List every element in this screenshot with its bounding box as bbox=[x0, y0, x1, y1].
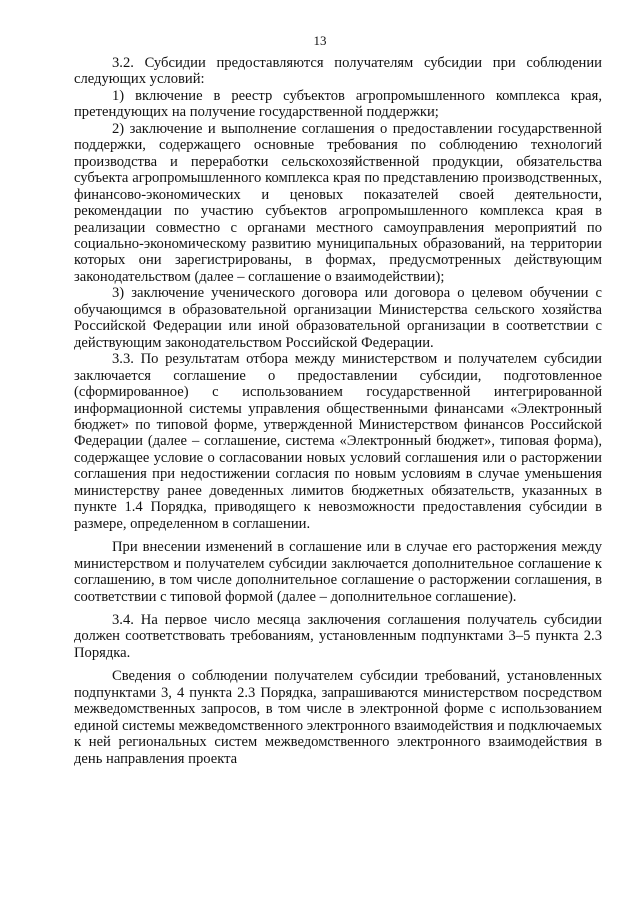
paragraph-3-2: 3.2. Субсидии предоставляются получателям субсидии при соблюдении следующих условий: bbox=[74, 55, 602, 88]
page-number: 13 bbox=[313, 33, 327, 48]
paragraph-3-4: 3.4. На первое число месяца заключения соглашения получатель субсидии должен соответствовать требованиям, установленным подпунктами 3–5 пункта 2.3 Порядка. bbox=[74, 611, 602, 661]
paragraph-condition-1: 1) включение в реестр субъектов агропромышленного комплекса края, претендующих на получение государственной поддержки; bbox=[74, 87, 602, 121]
paragraph-information: Сведения о соблюдении получателем субсидии требований, установленных подпунктами 3, 4 пункта 2.3 Порядка, запрашиваются министерством посредством межведомственных запросов, в том числе в электронной форме с использованием единой системы межведомственного электронного взаимодействия и подключаемых к ней региональных систем межведомственного электронного взаимодействия в день направления проекта bbox=[74, 668, 602, 767]
paragraph-3-3: 3.3. По результатам отбора между министерством и получателем субсидии заключается соглашение о предоставлении субсидии, подготовленное (сформированное) с использованием государственной интегрированной информационной системы управления общественными финансами «Электронный бюджет» по типовой форме, утвержденной Министерством финансов Российской Федерации (далее – соглашение, система «Электронный бюджет», типовая форма), содержащее условие о согласовании новых условий соглашения или о расторжении соглашения при недостижении согласия по новым условиям в случае уменьшения министерству ранее доведенных лимитов бюджетных обязательств, указанных в пункте 1.4 Порядка, приводящего к невозможности предоставления субсидии в размере, определенном в соглашении. bbox=[74, 351, 602, 532]
paragraph-condition-3: 3) заключение ученического договора или договора о целевом обучении с обучающимся в образовательной организации Министерства сельского хозяйства Российской Федерации или иной образовательной организации в соответствии с действующим законодательством Российской Федерации. bbox=[74, 285, 602, 351]
document-body bbox=[74, 55, 602, 767]
paragraph-condition-2: 2) заключение и выполнение соглашения о предоставлении государственной поддержки, содержащего основные требования по соблюдению технологий производства и переработки сельскохозяйственной продукции, обязательства субъекта агропромышленного комплекса края по представлению производственных, финансово-экономических и ценовых показателей своей деятельности, рекомендации по участию субъектов агропромышленного комплекса края в реализации совместно с органами местного самоуправления мероприятий по социально-экономическому развитию муниципальных образований, на территории которых они зарегистрированы, в формах, предусмотренных действующим законодательством (далее – соглашение о взаимодействии); bbox=[74, 120, 602, 285]
paragraph-amendments: При внесении изменений в соглашение или в случае его расторжения между министерством и получателем субсидии заключается дополнительное соглашение к соглашению, в том числе дополнительное соглашение о расторжении соглашения, в соответствии с типовой формой (далее – дополнительное соглашение). bbox=[74, 539, 602, 605]
